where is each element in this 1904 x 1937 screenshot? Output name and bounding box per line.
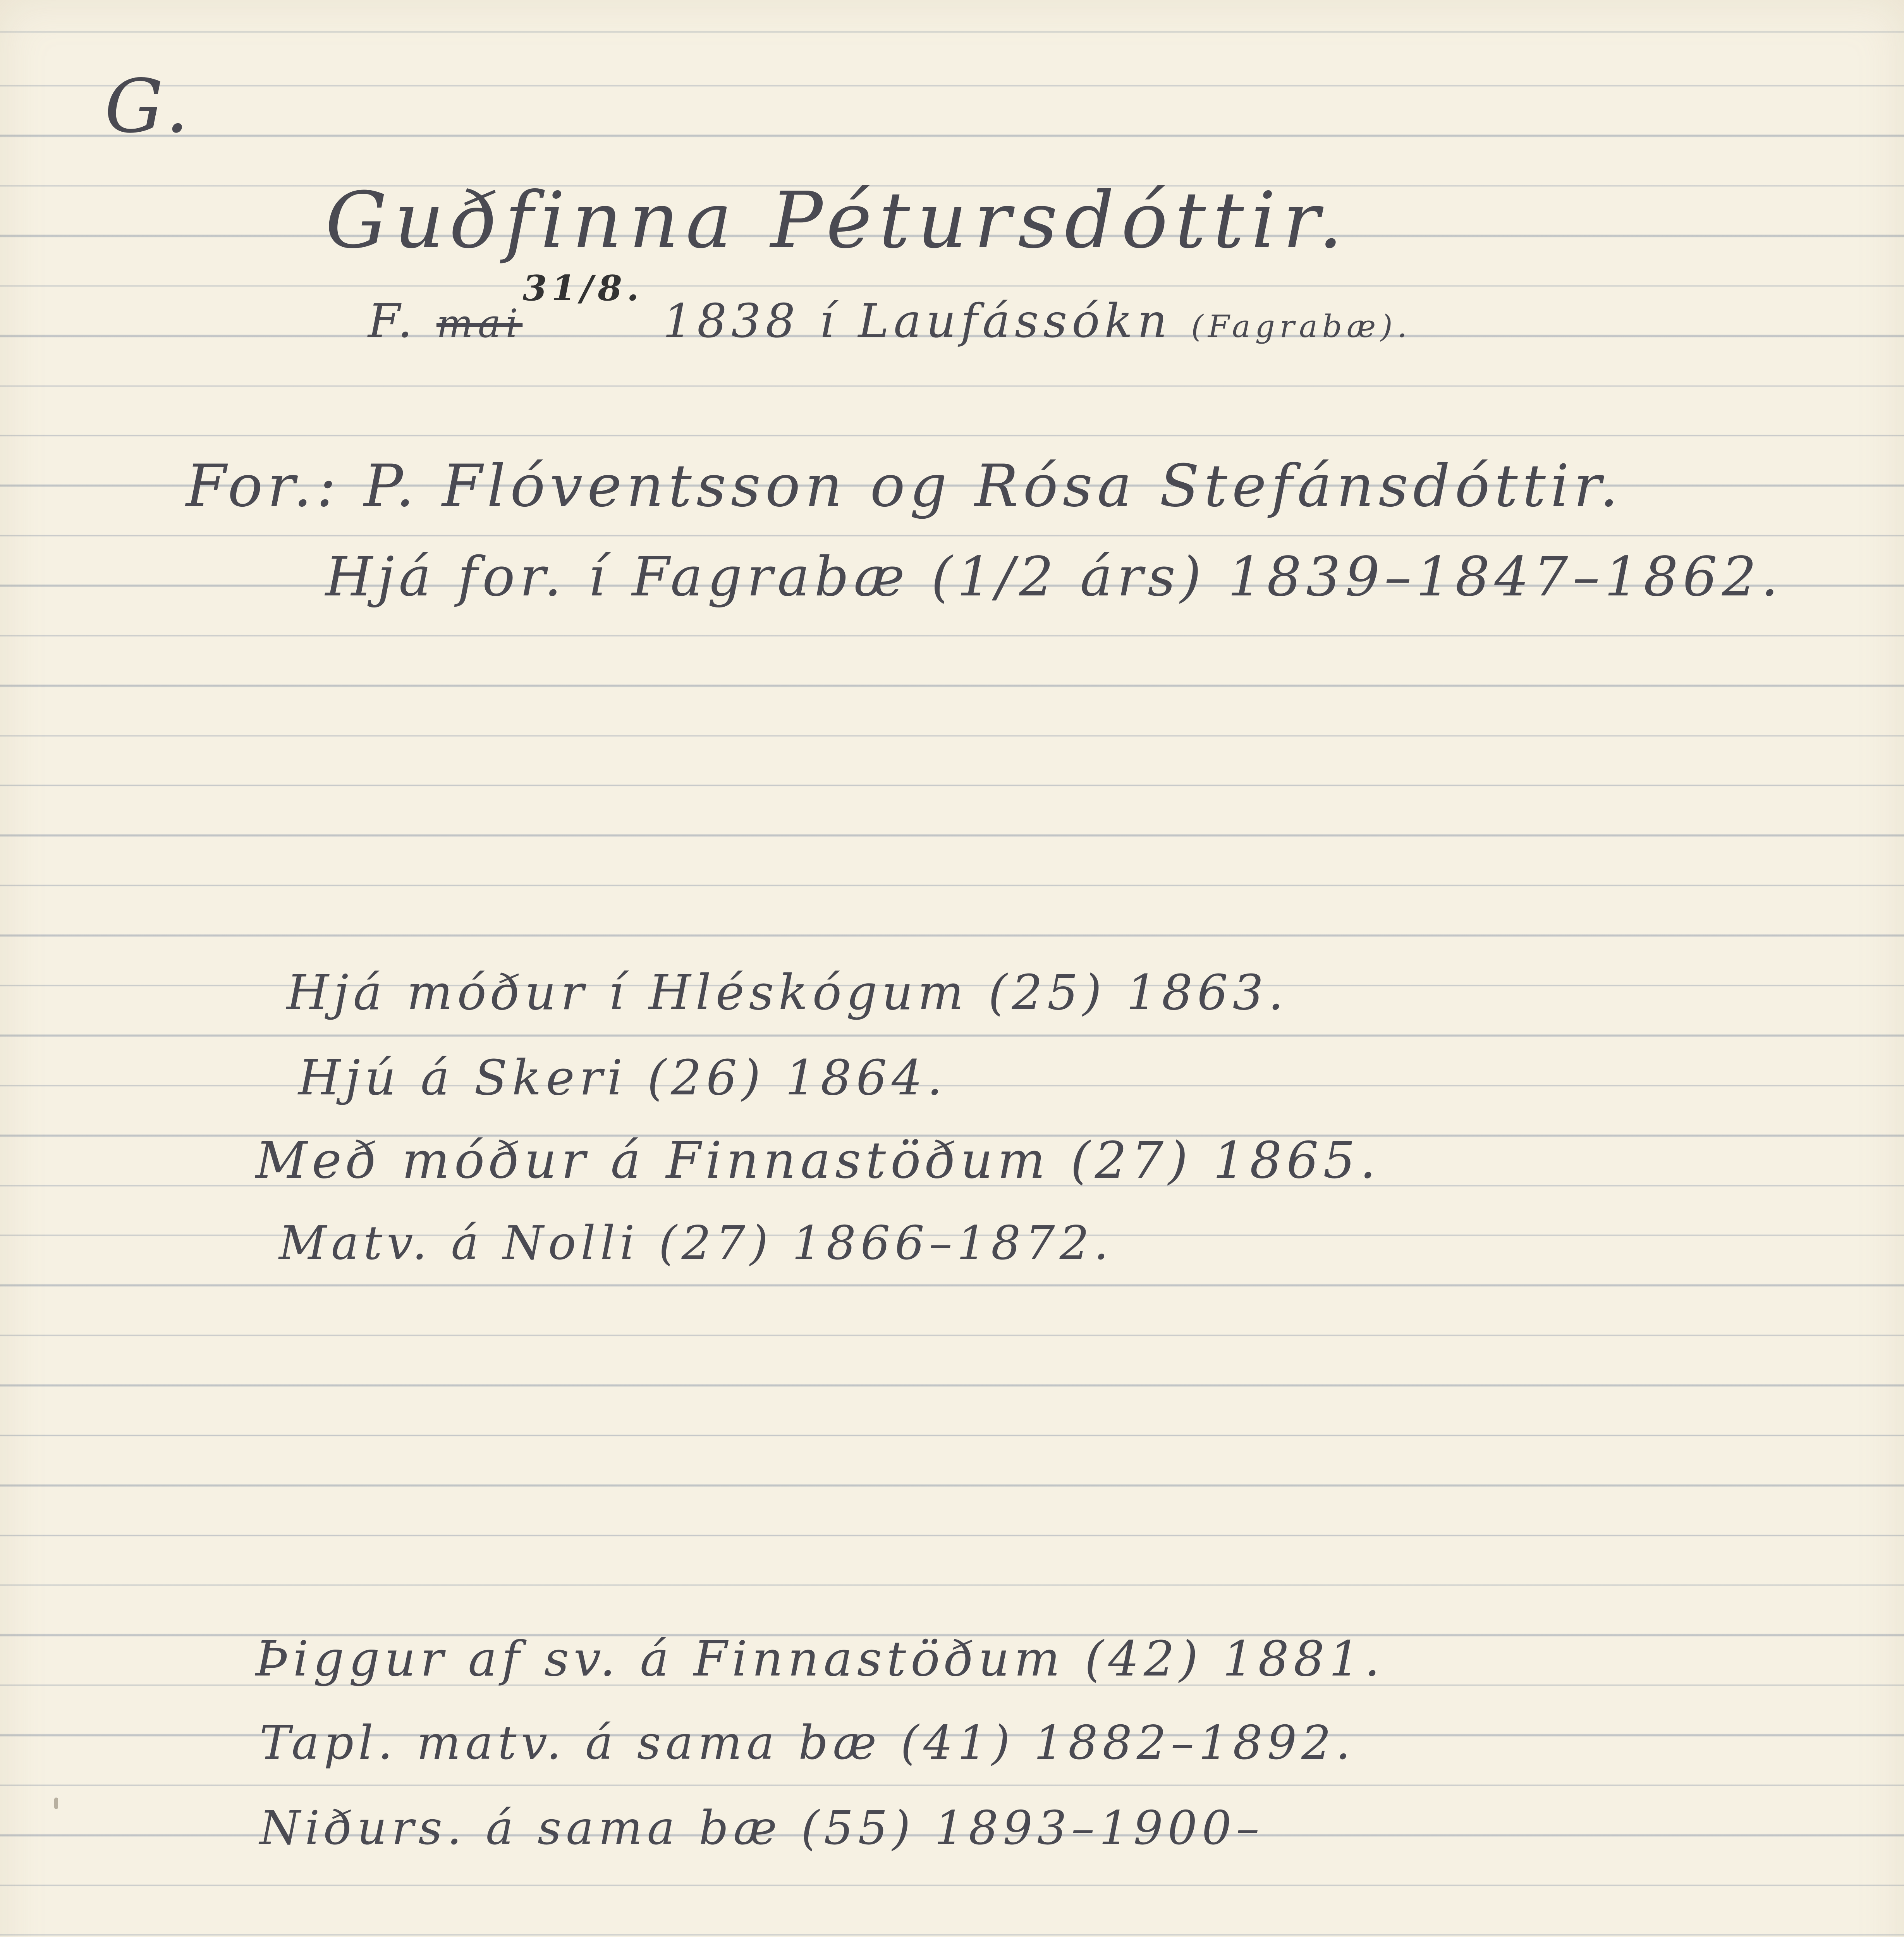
residence-entry: Tapl. matv. á sama bæ (41) 1882–1892. [259,1716,1355,1770]
residence-entry: Þiggur af sv. á Finnastöðum (42) 1881. [256,1631,1385,1687]
residence-entry: Hjá móður í Hléskógum (25) 1863. [287,965,1288,1021]
birth-prefix: F. [368,294,417,348]
corrected-birth-date: 31/8. [522,268,644,309]
birth-line [368,268,1412,348]
person-name: Guðfinna Pétursdóttir. [325,175,1350,266]
parents-line: For.: P. Flóventsson og Rósa Stefánsdóttir. [186,452,1623,520]
residence-entry: Matv. á Nolli (27) 1866–1872. [279,1216,1114,1270]
birth-farm-note: (Fagrabæ). [1191,308,1412,344]
paper-speck [54,1798,58,1809]
birth-place: 1838 í Laufássókn [663,294,1172,348]
residence-entry: Hjú á Skeri (26) 1864. [298,1050,947,1106]
residence-entry: Hjá for. í Fagrabæ (1/2 árs) 1839–1847–1862. [325,545,1783,609]
residence-entry: Niðurs. á sama bæ (55) 1893–1900– [259,1801,1264,1855]
struck-birth-date: mai [436,301,523,346]
corner-letter: G. [105,64,194,149]
residence-entry: Með móður á Finnastöðum (27) 1865. [256,1131,1381,1190]
